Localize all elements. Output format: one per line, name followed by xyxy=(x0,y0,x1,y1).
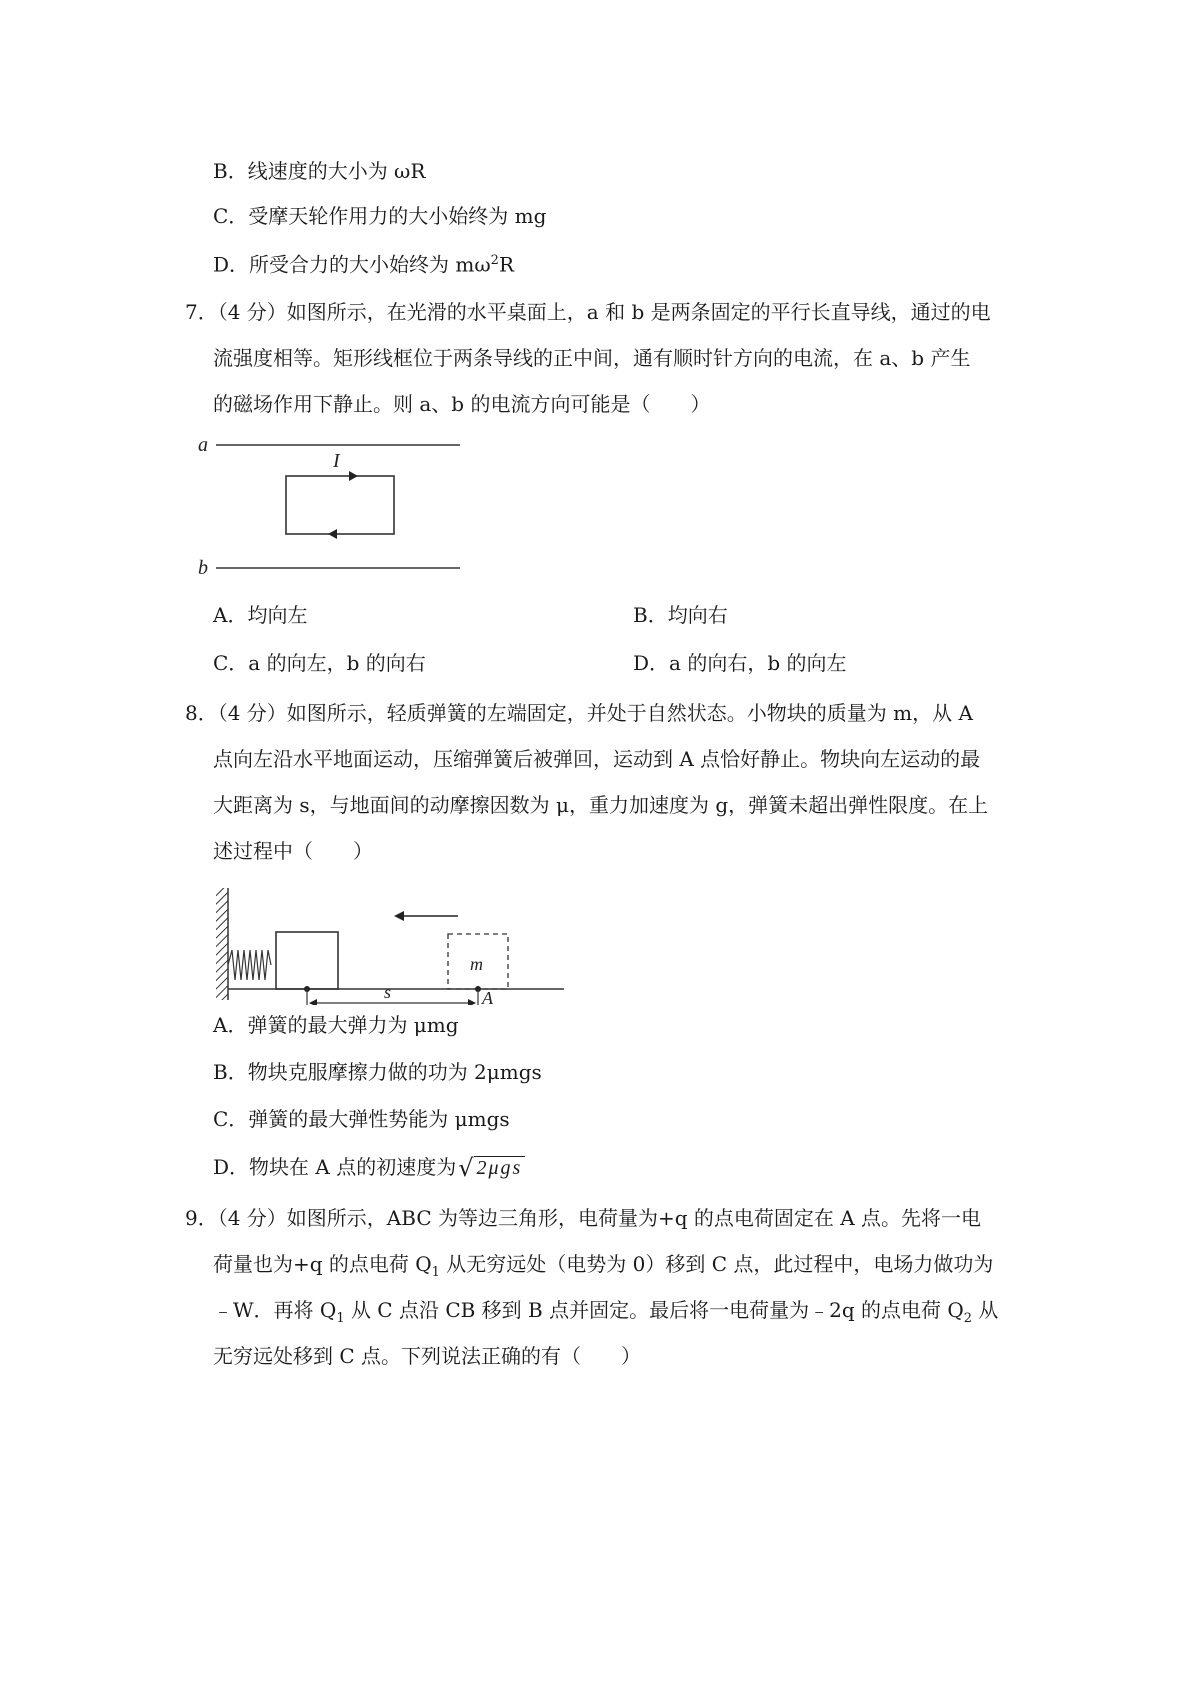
q8-stem-line-4: 述过程中（ ） xyxy=(213,839,373,863)
q9-line3-part-a: ﹣W．再将 Q xyxy=(213,1298,337,1322)
q9-stem-line-2 xyxy=(213,1251,993,1286)
q7-arrow-right-icon xyxy=(349,471,358,481)
q7-label-current: I xyxy=(333,450,340,472)
q7-label-b: b xyxy=(198,557,208,579)
q6-option-d xyxy=(213,248,514,278)
q7-rectangular-loop xyxy=(286,476,394,534)
q8-stem-line-3: 大距离为 s，与地面间的动摩擦因数为 μ，重力加速度为 g，弹簧未超出弹性限度。在上 xyxy=(213,793,989,817)
q7-label-a: a xyxy=(198,434,208,456)
q8-option-a: A．弹簧的最大弹力为 μmg xyxy=(213,1013,459,1037)
q6-option-b: B．线速度的大小为 ωR xyxy=(213,159,426,183)
q7-stem-line-2: 流强度相等。矩形线框位于两条导线的正中间，通有顺时针方向的电流，在 a、b 产生 xyxy=(213,346,971,370)
q8-label-m: m xyxy=(470,954,483,974)
q8-option-c: C．弹簧的最大弹性势能为 μmgs xyxy=(213,1107,510,1131)
q8-stem-line-1: 8．（4 分）如图所示，轻质弹簧的左端固定，并处于自然状态。小物块的质量为 m，从 A xyxy=(185,701,973,725)
q9-stem-line-1: 9．（4 分）如图所示，ABC 为等边三角形，电荷量为+q 的点电荷固定在 A 点。先将一电 xyxy=(185,1206,982,1230)
q7-option-a: A．均向左 xyxy=(213,603,308,627)
q9-line2-part-a: 荷量也为+q 的点电荷 Q xyxy=(213,1252,432,1276)
q7-stem-line-1: 7．（4 分）如图所示，在光滑的水平桌面上，a 和 b 是两条固定的平行长直导线，通过的电 xyxy=(185,300,991,324)
q9-line2-subscript: 1 xyxy=(431,1265,440,1280)
q9-line3-subscript-2: 2 xyxy=(963,1311,973,1326)
q9-line2-part-b: 从无穷远处（电势为 0）移到 C 点，此过程中，电场力做功为 xyxy=(439,1252,994,1276)
q7-option-c: C．a 的向左，b 的向右 xyxy=(213,651,426,675)
q8-option-d-radicand: 2μgs xyxy=(474,1156,526,1179)
q7-arrow-left-icon xyxy=(328,529,337,539)
q6-option-c: C．受摩天轮作用力的大小始终为 mg xyxy=(213,204,547,228)
q9-stem-line-3 xyxy=(213,1297,998,1332)
q8-option-d xyxy=(213,1154,525,1181)
q8-spring-block-figure xyxy=(214,880,569,1005)
q6-option-d-text: D．所受合力的大小始终为 mω xyxy=(213,252,491,277)
q9-line3-subscript-1: 1 xyxy=(336,1311,345,1326)
q7-wire-loop-figure xyxy=(196,424,466,594)
q7-option-d: D．a 的向右，b 的向左 xyxy=(633,651,847,675)
q9-line3-part-b: 从 C 点沿 CB 移到 B 点并固定。最后将一电荷量为﹣2q 的点电荷 Q xyxy=(344,1298,964,1322)
q7-stem-line-3: 的磁场作用下静止。则 a、b 的电流方向可能是（ ） xyxy=(213,392,711,416)
q8-block-compressed xyxy=(276,932,338,989)
q8-label-s: s xyxy=(384,982,392,1002)
q8-stem-line-2: 点向左沿水平地面运动，压缩弹簧后被弹回，运动到 A 点恰好静止。物块向左运动的最 xyxy=(213,747,981,771)
q8-option-b: B．物块克服摩擦力做的功为 2μmgs xyxy=(213,1060,542,1084)
q7-option-b: B．均向右 xyxy=(633,603,728,627)
q6-option-d-suffix: R xyxy=(498,252,515,277)
q8-wall xyxy=(216,888,228,1000)
q8-label-A: A xyxy=(482,988,493,1005)
q9-line3-part-c: 从 xyxy=(972,1298,999,1322)
q8-spring xyxy=(228,950,271,980)
q8-option-d-text: D．物块在 A 点的初速度为 xyxy=(213,1155,457,1179)
q9-stem-line-4: 无穷远处移到 C 点。下列说法正确的有（ ） xyxy=(213,1344,642,1368)
q8-arrow-left-icon xyxy=(394,911,404,921)
q6-option-d-exponent: 2 xyxy=(490,253,499,268)
sqrt-icon: √ xyxy=(458,1154,474,1182)
